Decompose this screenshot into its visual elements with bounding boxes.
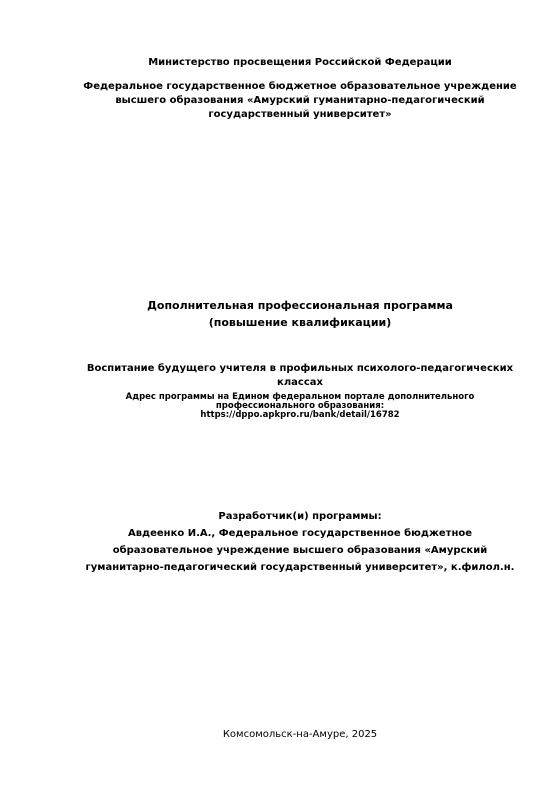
university-line-2: высшего образования «Амурский гуманитарно-педагогический bbox=[115, 95, 485, 106]
program-type bbox=[60, 297, 540, 331]
portal-url[interactable]: https://dppo.apkpro.ru/bank/detail/16782 bbox=[200, 410, 400, 420]
developers-line-3: гуманитарно-педагогический государственный университет», к.филол.н. bbox=[85, 562, 515, 573]
program-type-line-2: (повышение квалификации) bbox=[208, 316, 392, 329]
university-line-1: Федеральное государственное бюджетное образовательное учреждение bbox=[83, 81, 517, 92]
developers-line-2: образовательное учреждение высшего образования «Амурский bbox=[112, 545, 488, 556]
developers-heading: Разработчик(и) программы: bbox=[218, 511, 382, 522]
program-title-line-2: классах bbox=[277, 377, 323, 388]
developers-section bbox=[60, 508, 540, 576]
developers-line-1: Авдеенко И.А., Федеральное государственное бюджетное bbox=[127, 528, 473, 539]
program-title bbox=[60, 362, 540, 390]
university-name bbox=[60, 80, 540, 122]
ministry-line: Министерство просвещения Российской Федерации bbox=[148, 57, 452, 68]
portal-line-1: Адрес программы на Едином федеральном портале дополнительного bbox=[125, 392, 475, 402]
university-line-3: государственный университет» bbox=[208, 109, 392, 120]
city-year: Комсомольск-на-Амуре, 2025 bbox=[222, 729, 378, 740]
ministry-name bbox=[60, 56, 540, 70]
portal-line-2: профессионального образования: bbox=[215, 401, 385, 411]
program-title-line-1: Воспитание будущего учителя в профильных психолого-педагогических bbox=[86, 363, 514, 374]
portal-address bbox=[60, 393, 540, 420]
city-year-footer bbox=[60, 728, 540, 741]
program-type-line-1: Дополнительная профессиональная программа bbox=[147, 299, 453, 312]
